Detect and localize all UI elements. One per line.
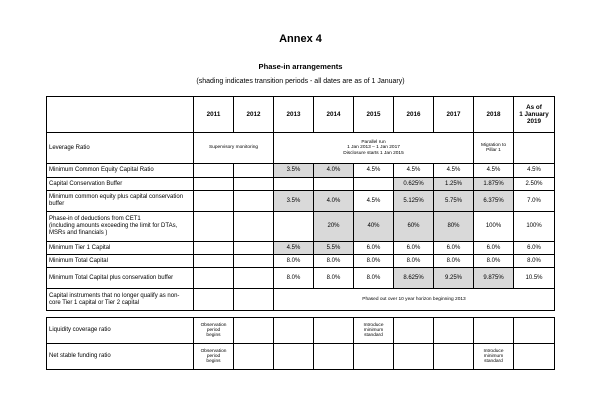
header-year: 2018: [474, 97, 514, 133]
header-row: [47, 97, 555, 133]
observation-period: Observation period begins: [194, 344, 234, 370]
row-label: Minimum Common Equity Capital Ratio: [47, 164, 194, 178]
header-year: 2017: [434, 97, 474, 133]
header-year-2019: As of 1 January 2019: [514, 97, 555, 133]
cell: 8.625%: [394, 268, 434, 289]
cell: 8.0%: [354, 255, 394, 268]
cell-empty: [234, 344, 274, 370]
cell-empty: [434, 344, 474, 370]
introduce-minimum: Introduce minimum standard: [474, 344, 514, 370]
cell-empty: [234, 318, 274, 344]
header-year: 2011: [194, 97, 234, 133]
header-year: 2015: [354, 97, 394, 133]
observation-period: Observation period begins: [194, 318, 234, 344]
cell-empty: [514, 344, 555, 370]
cell: [274, 212, 314, 242]
cell: 6.375%: [474, 191, 514, 212]
cell: 5.5%: [314, 242, 354, 255]
cell: 4.5%: [434, 164, 474, 178]
cell: 2.50%: [514, 178, 555, 191]
cell: [194, 191, 234, 212]
row-label: Minimum common equity plus capital conservation buffer: [47, 191, 194, 212]
cell: 6.0%: [514, 242, 555, 255]
row-nsfr: [47, 344, 555, 370]
cell: [234, 255, 274, 268]
cell: [234, 268, 274, 289]
cell-empty: [234, 289, 274, 311]
cell: 8.0%: [394, 255, 434, 268]
row-ccb: [47, 178, 555, 191]
cell: [194, 268, 234, 289]
table-gap: [47, 311, 555, 318]
header-corner: [47, 97, 194, 133]
cell: 7.0%: [514, 191, 555, 212]
cell-empty: [314, 344, 354, 370]
cell-empty: [394, 318, 434, 344]
cell: 4.5%: [394, 164, 434, 178]
parallel-run: Parallel run 1 Jan 2013 – 1 Jan 2017 Disclosure starts 1 Jan 2015: [274, 133, 474, 164]
cell: 6.0%: [354, 242, 394, 255]
row-cet1: [47, 164, 555, 178]
cell-empty: [314, 318, 354, 344]
introduce-minimum: Introduce minimum standard: [354, 318, 394, 344]
migration-pillar1: Migration to Pillar 1: [474, 133, 514, 164]
cell: 4.5%: [474, 164, 514, 178]
row-label: Net stable funding ratio: [47, 344, 194, 370]
cell: [234, 178, 274, 191]
cell: 8.0%: [354, 268, 394, 289]
cell: 8.0%: [274, 268, 314, 289]
row-lcr: [47, 318, 555, 344]
row-label: Phase-in of deductions from CET1 (including amounts exceeding the limit for DTAs, MSRs and financials ): [47, 212, 194, 242]
cell: 4.5%: [514, 164, 555, 178]
shading-note: (shading indicates transition periods - all dates are as of 1 January): [196, 78, 405, 85]
row-total: [47, 255, 555, 268]
cell: [354, 178, 394, 191]
cell: 8.0%: [274, 255, 314, 268]
cell: 0.625%: [394, 178, 434, 191]
cell: 40%: [354, 212, 394, 242]
row-leverage: [47, 133, 555, 164]
page-subtitle: Phase-in arrangements: [258, 62, 343, 71]
cell-empty: [474, 318, 514, 344]
phase-out-note: Phased out over 10 year horizon beginning 2013: [274, 289, 555, 311]
cell-empty: [434, 318, 474, 344]
row-label: Leverage Ratio: [47, 133, 194, 164]
cell: [194, 242, 234, 255]
cell: [274, 178, 314, 191]
cell: 1.25%: [434, 178, 474, 191]
header-year: 2016: [394, 97, 434, 133]
supervisory-monitoring: Supervisory monitoring: [194, 133, 274, 164]
cell: 100%: [514, 212, 555, 242]
cell: 6.0%: [394, 242, 434, 255]
cell: 20%: [314, 212, 354, 242]
row-mce-ccb: [47, 191, 555, 212]
row-tier1: [47, 242, 555, 255]
cell: 8.0%: [474, 255, 514, 268]
cell: 4.0%: [314, 164, 354, 178]
cell: [194, 255, 234, 268]
header-year: 2014: [314, 97, 354, 133]
cell: [194, 212, 234, 242]
cell: [314, 178, 354, 191]
cell-empty: [514, 133, 555, 164]
cell: 10.5%: [514, 268, 555, 289]
cell: 8.0%: [314, 255, 354, 268]
row-deductions: [47, 212, 555, 242]
cell-empty: [274, 318, 314, 344]
cell: 6.0%: [434, 242, 474, 255]
cell: 100%: [474, 212, 514, 242]
cell-empty: [514, 318, 555, 344]
cell: 9.875%: [474, 268, 514, 289]
cell: 1.875%: [474, 178, 514, 191]
cell: 4.5%: [354, 191, 394, 212]
cell: 5.125%: [394, 191, 434, 212]
header-year: 2013: [274, 97, 314, 133]
row-noncore: [47, 289, 555, 311]
cell: [234, 212, 274, 242]
row-total-ccb: [47, 268, 555, 289]
cell-empty: [394, 344, 434, 370]
cell: 6.0%: [474, 242, 514, 255]
cell: 4.0%: [314, 191, 354, 212]
cell: [194, 164, 234, 178]
cell: [234, 164, 274, 178]
row-label: Minimum Total Capital: [47, 255, 194, 268]
cell-empty: [354, 344, 394, 370]
cell: 8.0%: [314, 268, 354, 289]
cell: 3.5%: [274, 191, 314, 212]
header-year: 2012: [234, 97, 274, 133]
cell: [234, 242, 274, 255]
page-title: Annex 4: [279, 33, 322, 45]
gap-cell: [47, 311, 555, 318]
row-label: Capital Conservation Buffer: [47, 178, 194, 191]
cell: [234, 191, 274, 212]
cell-empty: [194, 289, 234, 311]
row-label: Capital instruments that no longer qualify as non-core Tier 1 capital or Tier 2 capital: [47, 289, 194, 311]
cell-empty: [274, 344, 314, 370]
row-label: Liquidity coverage ratio: [47, 318, 194, 344]
row-label: Minimum Tier 1 Capital: [47, 242, 194, 255]
cell: 8.0%: [434, 255, 474, 268]
cell: 3.5%: [274, 164, 314, 178]
cell: 8.0%: [514, 255, 555, 268]
cell: [194, 178, 234, 191]
cell: 60%: [394, 212, 434, 242]
cell: 9.25%: [434, 268, 474, 289]
phase-in-table: [46, 96, 555, 370]
cell: 4.5%: [354, 164, 394, 178]
cell: 4.5%: [274, 242, 314, 255]
row-label: Minimum Total Capital plus conservation buffer: [47, 268, 194, 289]
cell: 80%: [434, 212, 474, 242]
cell: 5.75%: [434, 191, 474, 212]
